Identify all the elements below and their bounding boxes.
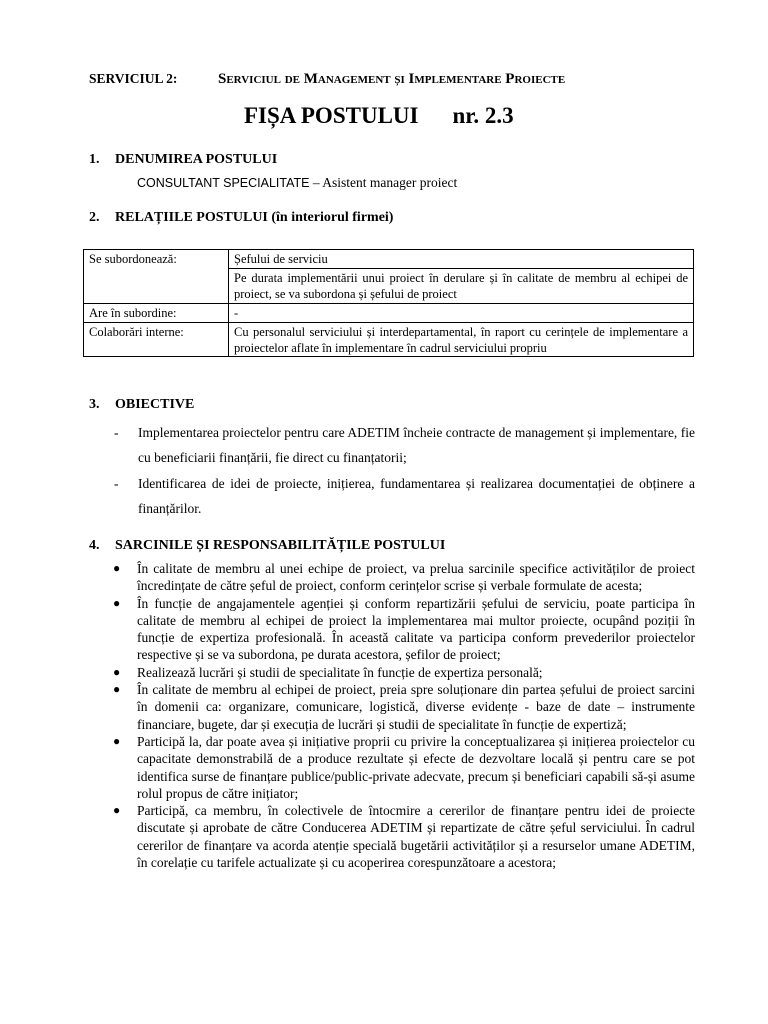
section-heading-1 <box>89 152 277 168</box>
title-number: nr. 2.3 <box>452 103 514 128</box>
task-text: În calitate de membru al echipei de proiect, preia spre soluționare din partea șefului de proiect sarcini în domenii ca: organizare, comunicare, logistică, diverse evidențe - baze de date – instrumente financiare, bugete, dar și execuția de lucrări și studii de specialitate în funcție de expertiză; <box>137 682 695 732</box>
relation-label: Are în subordine: <box>84 304 229 323</box>
dash-bullet: - <box>114 425 119 440</box>
section-title: DENUMIREA POSTULUI <box>115 152 278 167</box>
relation-value: Cu personalul serviciului și interdepartamental, în raport cu cerințele de implementare a proiectelor aflate în implementare în cadrul serviciului propriu <box>229 323 694 357</box>
list-item <box>114 471 695 521</box>
list-item <box>113 733 695 802</box>
relations-table <box>83 249 694 357</box>
title-main: FIȘA POSTULUI <box>244 103 419 128</box>
task-text: În funcție de angajamentele agenției și conform repartizării șefului de serviciu, poate participa în calitate de membru al echipei de proiect la implementarea mai multor proiecte, ocupând poziții în funcție de expertiza profesională. În această calitate va participa conform prevederilor proiectelor respective și se va subordona, pe durata acestora, șefilor de proiect; <box>137 595 695 663</box>
section-number: 1. <box>89 152 100 167</box>
job-title <box>137 175 457 191</box>
task-text: Participă la, dar poate avea și inițiative proprii cu privire la conceptualizarea și inițierea proiectelor cu capacitate demonstrabilă de a produce rezultate și efecte de dezvoltare locală și pentru care se pot identifica surse de finanțare publice/public-private adecvate, precum și beneficiari capabili să-și asume rolul propus de către inițiator; <box>137 733 695 801</box>
table-row <box>84 304 694 323</box>
job-title-subtitle: – Asistent manager proiect <box>309 175 458 190</box>
table-row <box>84 323 694 357</box>
objective-text: Implementarea proiectelor pentru care ADETIM încheie contracte de management și implementare, fie cu beneficiarii finanțării, fie direct cu finanțatorii; <box>138 425 695 465</box>
dash-bullet: - <box>114 476 119 491</box>
task-text: Realizează lucrări și studii de specialitate în funcție de expertiza personală; <box>137 664 543 680</box>
relation-value: Șefului de serviciu <box>229 250 694 269</box>
list-item <box>113 595 695 664</box>
list-item <box>114 420 695 470</box>
list-item <box>113 681 695 733</box>
list-item <box>113 664 695 681</box>
relation-label: Colaborări interne: <box>84 323 229 357</box>
bullet-icon: ● <box>113 561 121 575</box>
bullet-icon: ● <box>113 664 121 679</box>
list-item <box>113 560 695 595</box>
section-title: RELAȚIILE POSTULUI (în interiorul firmei) <box>115 210 394 225</box>
bullet-icon: ● <box>113 733 121 748</box>
relation-label: Se subordonează: <box>84 250 229 304</box>
section-heading-3 <box>89 397 194 413</box>
bullet-icon: ● <box>113 803 121 818</box>
task-text: În calitate de membru al unei echipe de proiect, va prelua sarcinile specifice activităților de proiect încredințate de către șeful de proiect, conform cerințelor scrise și verbale formulate de acesta; <box>137 561 695 594</box>
task-text: Participă, ca membru, în colectivele de întocmire a cererilor de finanțare pentru idei de proiecte discutate și aprobate de către Conducerea ADETIM și repartizate de către șeful serviciului. În cadrul cererilor de finanțare va acorda atenție specială bugetării activităților și a resurselor umane ADETIM, în corelație cu tarifele actualizate și cu acoperirea corespunzătoare a acestora; <box>137 803 695 871</box>
objectives-list <box>114 420 695 522</box>
section-number: 2. <box>89 210 100 225</box>
service-name: Serviciul de Management și Implementare Proiecte <box>218 71 566 87</box>
bullet-icon: ● <box>113 682 121 697</box>
relation-value: Pe durata implementării unui proiect în derulare și în calitate de membru al echipei de proiect, se va subordona și șefului de proiect <box>229 269 694 304</box>
document-title <box>244 103 514 129</box>
objective-text: Identificarea de idei de proiecte, inițierea, fundamentarea și realizarea documentației de obținere a finanțărilor. <box>138 476 695 516</box>
section-title: SARCINILE ȘI RESPONSABILITĂȚILE POSTULUI <box>115 538 446 553</box>
job-title-main: CONSULTANT SPECIALITATE <box>137 176 310 190</box>
section-title: OBIECTIVE <box>115 397 195 412</box>
list-item <box>113 802 695 871</box>
bullet-icon: ● <box>113 595 121 610</box>
relation-value: - <box>229 304 694 323</box>
service-header <box>89 71 565 88</box>
service-number: SERVICIUL 2: <box>89 71 178 86</box>
table-row <box>84 250 694 269</box>
section-number: 4. <box>89 538 100 553</box>
section-number: 3. <box>89 397 100 412</box>
section-heading-4 <box>89 538 445 554</box>
tasks-list <box>113 560 695 871</box>
section-heading-2 <box>89 210 393 226</box>
